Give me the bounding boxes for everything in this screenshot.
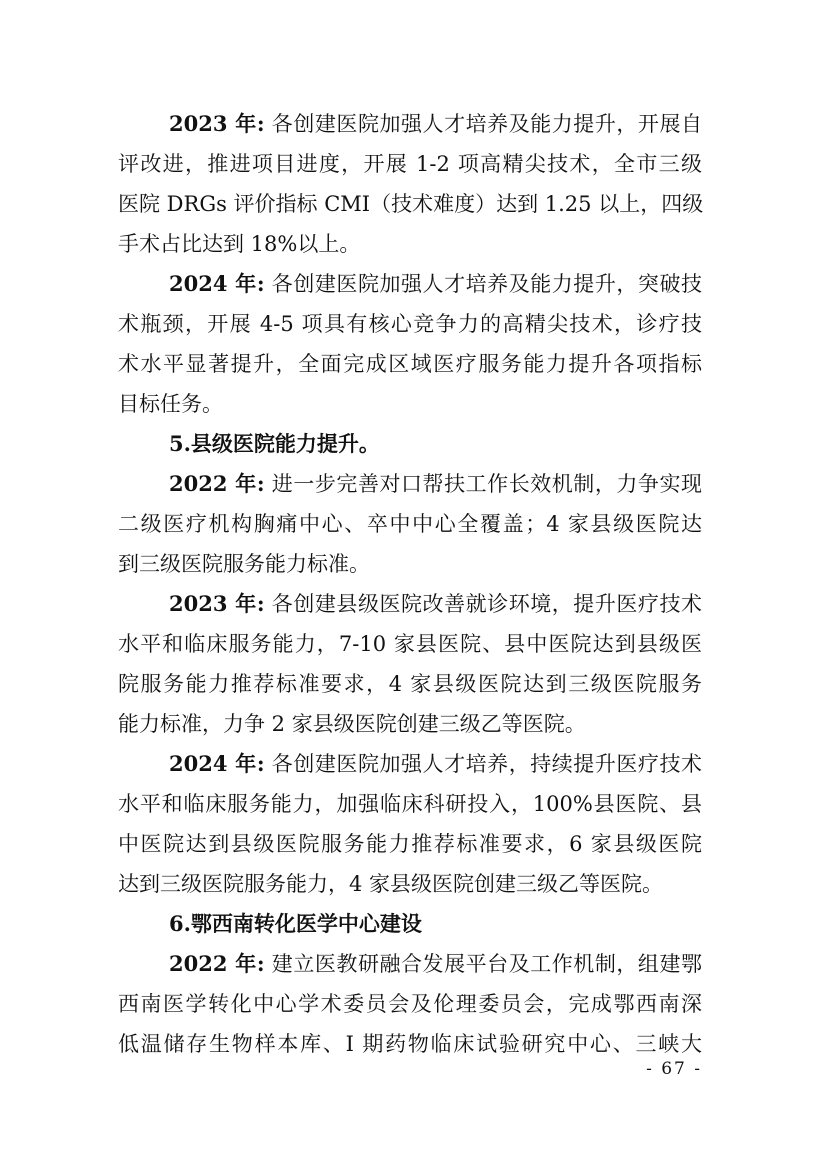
- paragraph-line: 2022 年: 进一步完善对口帮扶工作长效机制，力争实现: [169, 471, 702, 496]
- paragraph-line: 2024 年: 各创建医院加强人才培养，持续提升医疗技术: [169, 751, 702, 776]
- year-label: 2023 年:: [169, 111, 265, 136]
- paragraph-line: 西南医学转化中心学术委员会及伦理委员会，完成鄂西南深: [118, 992, 702, 1016]
- paragraph-line: 评改进，推进项目进度，开展 1-2 项高精尖技术，全市三级: [118, 152, 702, 176]
- paragraph-line: 到三级医院服务能力标准。: [118, 552, 370, 576]
- paragraph-line: 2024 年: 各创建医院加强人才培养及能力提升，突破技: [169, 271, 702, 296]
- paragraph-line: 2022 年: 建立医教研融合发展平台及工作机制，组建鄂: [169, 951, 702, 976]
- year-label: 2023 年:: [169, 591, 265, 616]
- section-heading: 6.鄂西南转化医学中心建设: [169, 911, 422, 936]
- paragraph-line: 目标任务。: [118, 392, 223, 416]
- paragraph-line: 手术占比达到 18%以上。: [118, 232, 361, 256]
- paragraph-line: 水平和临床服务能力，加强临床科研投入，100%县医院、县: [118, 792, 702, 816]
- year-label: 2022 年:: [169, 951, 265, 976]
- year-label: 2024 年:: [169, 271, 265, 296]
- paragraph-line: 达到三级医院服务能力，4 家县级医院创建三级乙等医院。: [118, 872, 664, 896]
- paragraph-line: 低温储存生物样本库、I 期药物临床试验研究中心、三峡大: [118, 1032, 702, 1056]
- paragraph-line: 能力标准，力争 2 家县级医院创建三级乙等医院。: [118, 712, 586, 736]
- paragraph-line: 术水平显著提升，全面完成区域医疗服务能力提升各项指标: [118, 352, 702, 376]
- paragraph-line: 医院 DRGs 评价指标 CMI（技术难度）达到 1.25 以上，四级: [118, 192, 704, 216]
- page-number: - 67 -: [646, 1059, 702, 1079]
- year-label: 2022 年:: [169, 471, 265, 496]
- paragraph-line: 院服务能力推荐标准要求，4 家县级医院达到三级医院服务: [118, 672, 702, 696]
- paragraph-line: 术瓶颈，开展 4-5 项具有核心竞争力的高精尖技术，诊疗技: [118, 312, 702, 336]
- section-heading: 5.县级医院能力提升。: [169, 431, 380, 456]
- year-label: 2024 年:: [169, 751, 265, 776]
- paragraph-line: 2023 年: 各创建医院加强人才培养及能力提升，开展自: [169, 111, 702, 136]
- paragraph-line: 二级医疗机构胸痛中心、卒中中心全覆盖；4 家县级医院达: [118, 512, 702, 536]
- paragraph-line: 中医院达到县级医院服务能力推荐标准要求，6 家县级医院: [118, 832, 702, 856]
- paragraph-line: 水平和临床服务能力，7-10 家县医院、县中医院达到县级医: [118, 632, 702, 656]
- paragraph-line: 2023 年: 各创建县级医院改善就诊环境，提升医疗技术: [169, 591, 702, 616]
